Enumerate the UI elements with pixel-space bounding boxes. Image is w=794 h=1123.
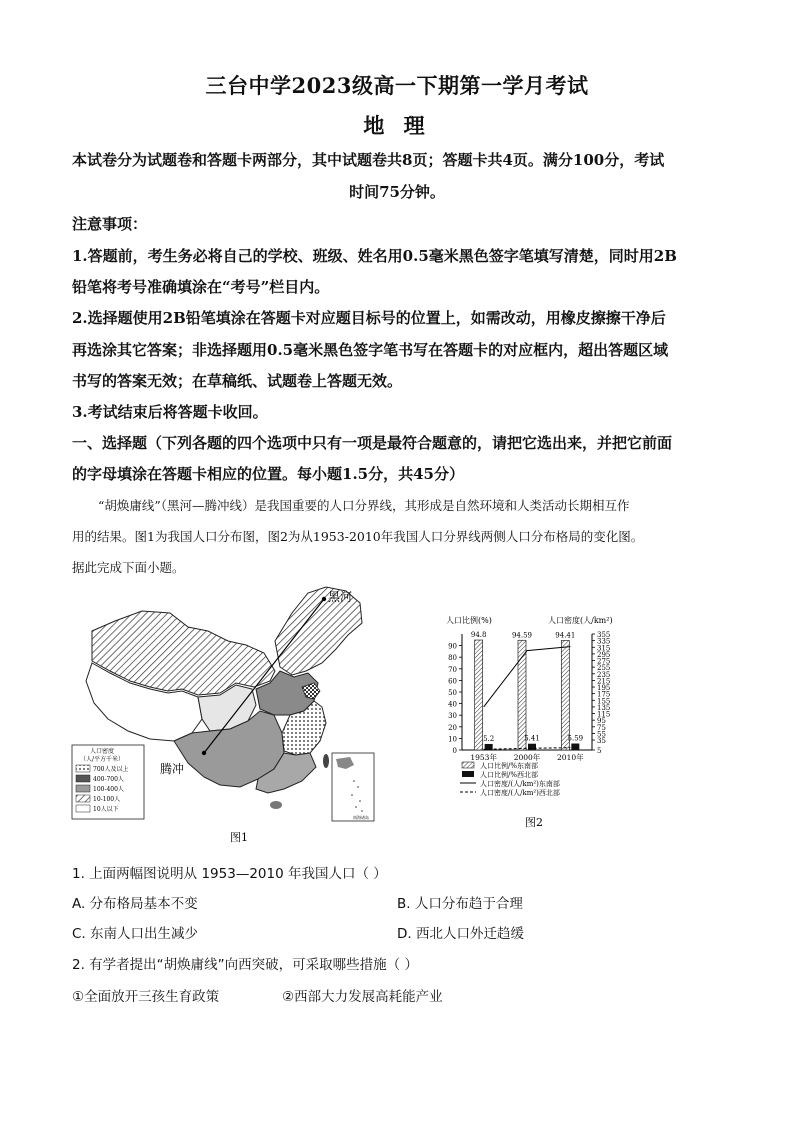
legend-label: 人口比例/%西北部 xyxy=(480,771,539,779)
map-island-hainan xyxy=(270,801,282,809)
bar-northwest-label: 5.2 xyxy=(483,734,495,743)
right-tick-label: 235 xyxy=(597,670,611,679)
legend-label-10-100: 10-100人 xyxy=(93,796,121,803)
left-axis-label: 人口比例(%) xyxy=(446,616,492,625)
legend-label-400-700: 400-700人 xyxy=(93,776,124,783)
bar-northwest xyxy=(528,744,536,750)
legend-swatch-100-400 xyxy=(76,785,90,792)
label-heihe: 黑河 xyxy=(328,590,353,604)
legend-label-under10: 10人以下 xyxy=(93,806,119,813)
right-tick-label: 175 xyxy=(597,690,611,699)
left-tick-label: 30 xyxy=(448,712,457,721)
right-tick-label: 115 xyxy=(597,710,611,719)
right-tick-label: 195 xyxy=(597,684,611,693)
exam-title: 三台中学2023级高一下期第一学月考试 xyxy=(205,73,589,98)
bar-northwest xyxy=(571,744,579,750)
legend-swatch xyxy=(462,771,474,777)
q1-option-a[interactable]: A. 分布格局基本不变 xyxy=(72,896,198,912)
question-1: 1. 上面两幅图说明从 1953—2010 年我国人口（ ） xyxy=(72,866,387,882)
note-2-line3: 书写的答案无效；在草稿纸、试题卷上答题无效。 xyxy=(72,372,403,390)
right-tick-label: 95 xyxy=(597,717,606,726)
intro-line2: 用的结果。图1为我国人口分布图，图2为从1953-2010年我国人口分界线两侧人口分布格局的变化图。 xyxy=(72,529,644,544)
category-label: 1953年 xyxy=(470,753,497,762)
section1-line1: 一、选择题（下列各题的四个选项中只有一项是最符合题意的，请把它选出来，并把它前面 xyxy=(72,434,673,452)
legend-label-100-400: 100-400人 xyxy=(93,786,124,793)
note-1-line1: 1.答题前，考生务必将自己的学校、班级、姓名用0.5毫米黑色签字笔填写清楚，同时用2B xyxy=(72,247,677,265)
bar-northwest-label: 5.59 xyxy=(567,734,584,743)
population-change-chart xyxy=(440,612,730,837)
exam-info-line1: 本试卷分为试题卷和答题卡两部分，其中试题卷共8页；答题卡共4页。满分100分，考试 xyxy=(72,151,665,169)
left-tick-label: 50 xyxy=(448,689,457,697)
right-tick-label: 295 xyxy=(597,650,611,659)
note-2-line2: 再选涂其它答案；非选择题用0.5毫米黑色签字笔书写在答题卡的对应框内，超出答题区域 xyxy=(72,341,669,359)
intro-line3: 据此完成下面小题。 xyxy=(72,560,185,575)
label-tengchong: 腾冲 xyxy=(160,762,185,776)
subject-title: 地 理 xyxy=(363,113,431,138)
figure1-caption: 图1 xyxy=(230,831,248,844)
right-tick-label: 155 xyxy=(597,697,611,706)
tengchong-point xyxy=(202,751,206,755)
right-tick-label: 275 xyxy=(597,657,611,666)
chart-legend xyxy=(460,761,560,797)
note-3: 3.考试结束后将答题卡收回。 xyxy=(72,403,268,421)
right-tick-label: 215 xyxy=(597,677,611,686)
q1-option-d[interactable]: D. 西北人口外迁趋缓 xyxy=(397,926,524,942)
legend-label: 人口密度/(人/km²)东南部 xyxy=(480,780,560,788)
legend-label: 人口比例/%东南部 xyxy=(480,762,539,770)
legend-label: 人口密度/(人/km²)西北部 xyxy=(480,789,560,797)
legend-label-700plus: 700人及以上 xyxy=(93,766,129,773)
left-tick-label: 40 xyxy=(448,700,457,709)
category-label: 2010年 xyxy=(557,753,584,762)
legend-swatch-400-700 xyxy=(76,775,90,782)
population-map-figure xyxy=(70,583,390,845)
legend-swatch xyxy=(462,762,474,768)
right-tick-label: 55 xyxy=(597,730,606,739)
left-tick-label: 20 xyxy=(448,723,457,732)
intro-line1: “胡焕庸线”（黑河—腾冲线）是我国重要的人口分界线，其形成是自然环境和人类活动长期相互作 xyxy=(98,498,630,513)
note-2-line1: 2.选择题使用2B铅笔填涂在答题卡对应题目标号的位置上，如需改动，用橡皮擦擦干净后 xyxy=(72,309,666,327)
line-northwest-density xyxy=(484,748,571,750)
bar-northwest-label: 5.41 xyxy=(524,734,540,743)
q1-option-b[interactable]: B. 人口分布趋于合理 xyxy=(397,896,523,912)
legend-swatch-10-100 xyxy=(76,795,90,802)
figure2-caption: 图2 xyxy=(525,816,543,829)
exam-info-line2: 时间75分钟。 xyxy=(349,183,445,201)
right-tick-label: 355 xyxy=(597,631,611,639)
q2-measure-1: ①全面放开三孩生育政策 xyxy=(72,989,220,1005)
legend-title-1: 人口密度 xyxy=(90,748,115,755)
left-tick-label: 60 xyxy=(448,677,457,686)
bar-southeast-label: 94.8 xyxy=(470,631,487,640)
notes-heading: 注意事项： xyxy=(72,215,148,233)
right-tick-label: 335 xyxy=(597,637,611,646)
right-tick-label: 315 xyxy=(597,644,611,653)
legend-swatch-700plus xyxy=(76,765,90,772)
note-1-line2: 铅笔将考号准确填涂在“考号”栏目内。 xyxy=(72,278,330,296)
legend-title-2: （人/平方千米） xyxy=(80,756,125,763)
category-label: 2000年 xyxy=(513,753,541,762)
right-tick-label: 5 xyxy=(597,747,602,755)
left-tick-label: 80 xyxy=(448,654,457,663)
right-tick-label: 135 xyxy=(597,703,611,712)
heihe-point xyxy=(322,597,326,601)
chart-category-labels xyxy=(470,752,584,762)
q1-option-c[interactable]: C. 东南人口出生减少 xyxy=(72,926,199,942)
bar-southeast xyxy=(475,640,483,750)
left-tick-label: 70 xyxy=(448,665,457,674)
legend-swatch-under10 xyxy=(76,805,90,812)
right-tick-label: 255 xyxy=(597,664,611,673)
bar-southeast-label: 94.41 xyxy=(555,631,576,640)
section1-line2: 的字母填涂在答题卡相应的位置。每小题1.5分，共45分） xyxy=(72,465,464,483)
line-southeast-density xyxy=(484,647,571,707)
right-tick-label: 35 xyxy=(597,737,606,746)
bar-southeast-label: 94.59 xyxy=(511,631,533,640)
right-tick-label: 75 xyxy=(597,723,606,732)
map-island-taiwan xyxy=(323,754,329,768)
left-tick-label: 90 xyxy=(448,642,457,651)
chart-bars xyxy=(471,631,583,750)
right-axis-label: 人口密度(人/km²) xyxy=(548,616,613,625)
left-tick-label: 10 xyxy=(448,735,457,744)
q2-measure-2: ②西部大力发展高耗能产业 xyxy=(282,989,443,1005)
inset-label: 南海诸岛 xyxy=(353,815,369,820)
left-tick-label: 0 xyxy=(452,747,457,755)
question-2: 2. 有学者提出“胡焕庸线”向西突破，可采取哪些措施（ ） xyxy=(72,957,418,973)
